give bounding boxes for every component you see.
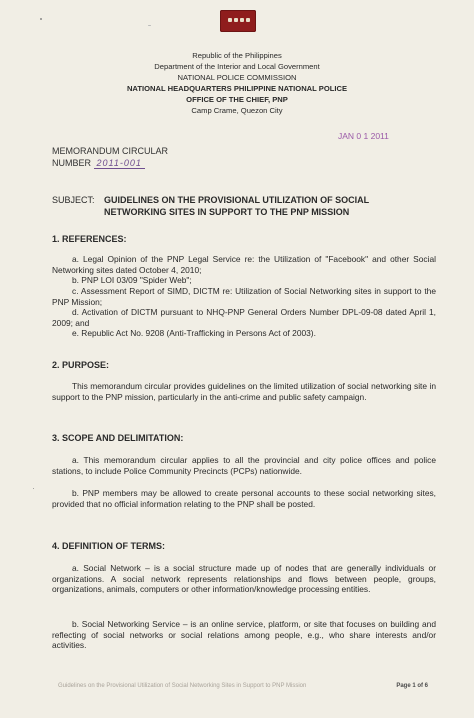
footer-title: Guidelines on the Provisional Utilization of Social Networking Sites in Support to PNP Mission	[58, 683, 307, 689]
header-location: Camp Crame, Quezon City	[191, 106, 283, 115]
scope-a: a. This memorandum circular applies to all the provincial and city police offices and police stations, to include Police Community Precincts (PCPs) nationwide.	[52, 455, 436, 476]
subject-block	[52, 194, 432, 218]
header-republic: Republic of the Philippines	[192, 51, 282, 60]
definition-social-network: a. Social Network – is a social structure made up of nodes that are generally individuals or organizations. A social network represents relationships and flows between people, groups, organizations, animals, computers or other information/knowledge processing entities.	[52, 563, 436, 595]
scope-b: b. PNP members may be allowed to create personal accounts to these social networking sites, provided that no official information relating to the PNP shall be posted.	[52, 488, 436, 509]
scan-speck	[33, 488, 34, 489]
reference-a: a. Legal Opinion of the PNP Legal Service re: the Utilization of "Facebook" and other Social Networking sites dated October 4, 2010;	[52, 254, 436, 275]
scan-speck	[148, 25, 151, 26]
header-department: Department of the Interior and Local Government	[154, 62, 320, 71]
section-heading-references: 1. REFERENCES:	[52, 234, 127, 244]
page-footer	[58, 683, 428, 689]
section-heading-purpose: 2. PURPOSE:	[52, 360, 110, 370]
star-icon	[246, 18, 250, 22]
page-number: Page 1 of 6	[396, 683, 428, 689]
flag-emblem	[220, 10, 256, 32]
subject-text: GUIDELINES ON THE PROVISIONAL UTILIZATION OF SOCIAL NETWORKING SITES IN SUPPORT TO THE PNP MISSION	[104, 195, 370, 217]
section-heading-definitions: 4. DEFINITION OF TERMS:	[52, 541, 166, 551]
date-stamp: JAN 0 1 2011	[338, 131, 389, 141]
purpose-text: This memorandum circular provides guidelines on the limited utilization of social networking site in support to the PNP mission, particularly in the anti-crime and public safety campaign.	[52, 381, 436, 402]
memo-number-value: 2011-001	[94, 158, 145, 169]
reference-c: c. Assessment Report of SIMD, DICTM re: Utilization of Social Networking sites in support to the PNP Mission;	[52, 286, 436, 307]
star-icon	[228, 18, 232, 22]
memo-number-label: NUMBER	[52, 158, 92, 168]
star-icon	[240, 18, 244, 22]
letterhead	[0, 50, 474, 116]
header-office: OFFICE OF THE CHIEF, PNP	[186, 95, 288, 104]
reference-b: b. PNP LOI 03/09 "Spider Web";	[72, 275, 192, 285]
section-heading-scope: 3. SCOPE AND DELIMITATION:	[52, 433, 184, 443]
header-napolcom: NATIONAL POLICE COMMISSION	[177, 73, 297, 82]
scan-speck	[40, 18, 42, 20]
subject-label: SUBJECT:	[52, 195, 95, 205]
memo-number-line	[52, 157, 168, 169]
memo-label: MEMORANDUM CIRCULAR	[52, 146, 169, 156]
reference-e: e. Republic Act No. 9208 (Anti-Trafficking in Persons Act of 2003).	[72, 328, 316, 338]
definition-social-networking-service: b. Social Networking Service – is an online service, platform, or site that focuses on building and reflecting of social networks or social relations among people, e.g., who share interests and/or activities.	[52, 619, 436, 651]
memo-circular-block	[52, 145, 168, 169]
header-nhq: NATIONAL HEADQUARTERS PHILIPPINE NATIONAL POLICE	[126, 84, 348, 93]
reference-d: d. Activation of DICTM pursuant to NHQ-PNP General Orders Number DPL-09-08 dated April 1, 2009; and	[52, 307, 436, 328]
star-icon	[234, 18, 238, 22]
